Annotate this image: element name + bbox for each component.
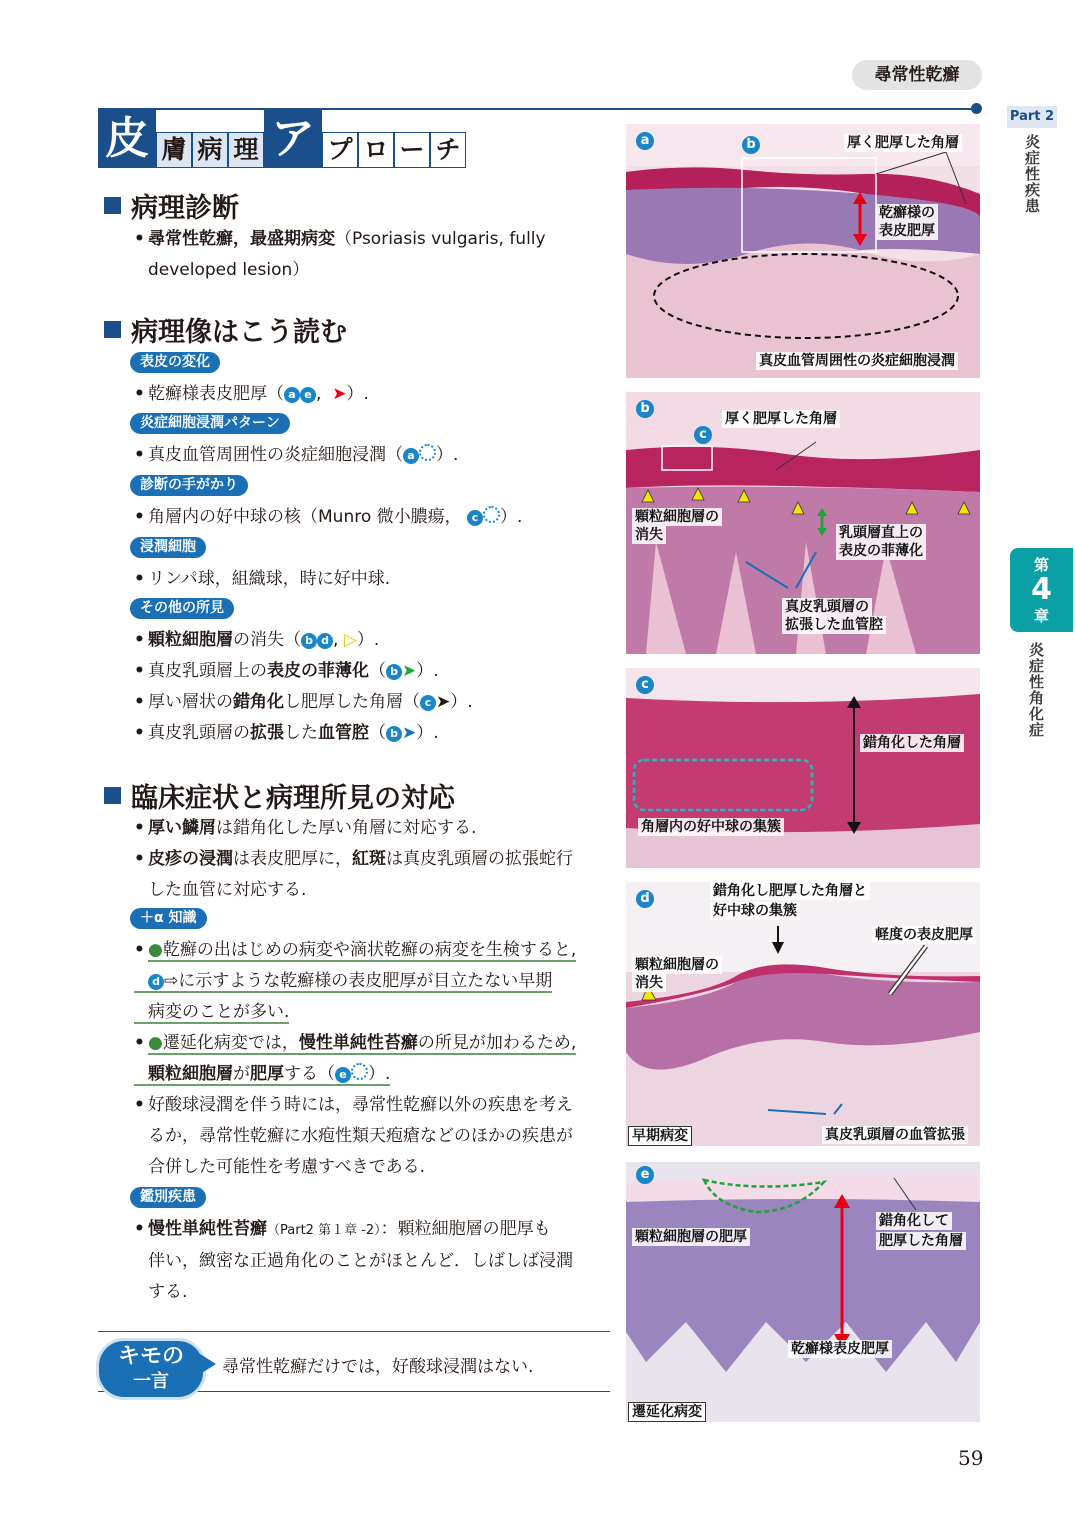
chapter-post: 章 <box>1033 607 1049 625</box>
pill-alpha: ＋α 知識 <box>130 908 207 929</box>
chapter-num: 4 <box>1031 572 1052 607</box>
red-arrow-icon: ➤ <box>332 384 347 404</box>
histology-panel-e: e 顆粒細胞層の肥厚 錯角化して 肥厚した角層 乾癬様表皮肥厚 遷延化病変 <box>626 1162 980 1422</box>
green-arrow-icon: ➤ <box>402 661 417 681</box>
pill-differential: 鑑別疾患 <box>130 1187 206 1208</box>
heading-square-icon <box>104 197 121 214</box>
title-char: ロ <box>358 132 394 168</box>
title-char: 膚 <box>156 132 192 168</box>
epidermis-bullet: • 乾癬様表皮肥厚（ a e , ➤）. <box>134 384 369 404</box>
chapter-tab[interactable] <box>1010 548 1073 632</box>
pill-other: その他の所見 <box>130 598 234 619</box>
note-marker-icon: ● <box>148 940 163 960</box>
histology-panel-b: b c 厚く肥厚した角層 顆粒細胞層の 消失 乳頭層直上の 表皮の菲薄化 真皮乳頭層の 拡張した血管腔 <box>626 392 980 654</box>
yellow-arrowhead-icon: ▷ <box>343 630 357 650</box>
kimo-text: 尋常性乾癬だけでは，好酸球浸潤はない. <box>222 1357 534 1377</box>
section-heading-clinical: 臨床症状と病理所見の対応 <box>104 776 455 815</box>
histology-panel-d: d 錯角化し肥厚した角層と 好中球の集簇 軽度の表皮肥厚 顆粒細胞層の 消失 早期病変 真皮乳頭層の血管拡張 <box>626 882 980 1146</box>
title-char: プ <box>322 132 358 168</box>
histology-image-d <box>626 882 980 1146</box>
pill-epidermis: 表皮の変化 <box>130 352 220 373</box>
header-rule-dot <box>971 103 982 114</box>
blue-arrow-icon: ➤ <box>402 723 417 743</box>
other-bullets: • 顆粒細胞層の消失（ b d , ▷）. • 真皮乳頭層上の表皮の菲薄化（ b ➤）. • 厚い層状の錯角化し肥厚した角層（ c ➤）. • 真皮乳頭層の拡張した血管腔（ b ➤）. <box>134 630 473 743</box>
part-tab[interactable]: Part 2 <box>1007 106 1057 128</box>
heading-square-icon <box>104 787 121 804</box>
histology-image-a <box>626 124 980 378</box>
clinical-bullets: • 厚い鱗屑は錯角化した厚い角層に対応する. • 皮疹の浸潤は表皮肥厚に，紅斑は真皮乳頭層の拡張蛇行 した血管に対応する. <box>134 818 573 900</box>
title-char: ア <box>264 110 322 168</box>
histology-image-c <box>626 668 980 868</box>
infiltration-bullet: • 真皮血管周囲性の炎症細胞浸潤（ a ）. <box>134 445 459 465</box>
diagnosis-bullet: • 尋常性乾癬，最盛期病変（Psoriasis vulgaris, fully developed lesion） <box>134 229 546 280</box>
histology-image-e <box>626 1162 980 1422</box>
heading-square-icon <box>104 321 121 338</box>
pill-cells: 浸潤細胞 <box>130 537 206 558</box>
histology-panel-a: a b 厚く肥厚した角層 乾癬様の 表皮肥厚 真皮血管周囲性の炎症細胞浸潤 <box>626 124 980 378</box>
title-char: 理 <box>228 132 264 168</box>
note-marker-icon: ● <box>148 1033 163 1053</box>
differential-bullet: • 慢性単純性苔癬（Part2 第１章 -2）：顆粒細胞層の肥厚も 伴い，緻密な正過角化のことがほとんど．しばしば浸潤 する. <box>134 1219 573 1302</box>
part-title: 炎症性疾患 <box>1023 134 1041 214</box>
page-number: 59 <box>958 1446 984 1470</box>
section-heading-diagnosis: 病理診断 <box>104 186 239 225</box>
dotted-circle-icon <box>483 506 500 523</box>
chapter-title: 炎症性角化症 <box>1027 642 1045 738</box>
kimo-rule-top <box>98 1331 610 1332</box>
title-char: ー <box>394 132 430 168</box>
pill-infiltration: 炎症細胞浸潤パターン <box>130 413 290 434</box>
cells-bullet: • リンパ球，組織球，時に好中球. <box>134 569 391 589</box>
clue-bullet: • 角層内の好中球の核（Munro 微小膿瘍， c ）. <box>134 507 523 527</box>
title-char: 病 <box>192 132 228 168</box>
section-heading-reading: 病理像はこう読む <box>104 310 347 349</box>
black-arrow-icon: ➤ <box>436 692 451 712</box>
histology-panel-c: c 錯角化した角層 角層内の好中球の集簇 <box>626 668 980 868</box>
white-arrow-icon: ⇨ <box>164 971 179 991</box>
title-char: 皮 <box>98 110 156 168</box>
topic-tag: 尋常性乾癬 <box>852 60 982 90</box>
title-char: チ <box>430 132 466 168</box>
dotted-circle-icon <box>351 1063 368 1080</box>
dotted-circle-icon <box>419 444 436 461</box>
page-title <box>98 108 466 168</box>
chapter-pre: 第 <box>1033 556 1049 574</box>
pill-clue: 診断の手がかり <box>130 475 248 496</box>
kimo-badge: キモの 一言 <box>96 1338 206 1400</box>
alpha-bullets: • ●乾癬の出はじめの病変や滴状乾癬の病変を生検すると, d ⇨に示すような乾癬様の表皮肥厚が目立たない早期 病変のことが多い. • ●遷延化病変では，慢性単純性苔癬の所見が加わるため, 顆粒細胞層が肥厚する（ e ）. • 好酸球浸潤を伴う時には，尋常性乾癬以外の疾患を考え るか，尋常性乾癬に水疱性類天疱瘡などのほかの疾患が 合併した可能性を考慮すべきである. <box>134 940 577 1177</box>
kimo-arrow-icon <box>200 1354 216 1374</box>
